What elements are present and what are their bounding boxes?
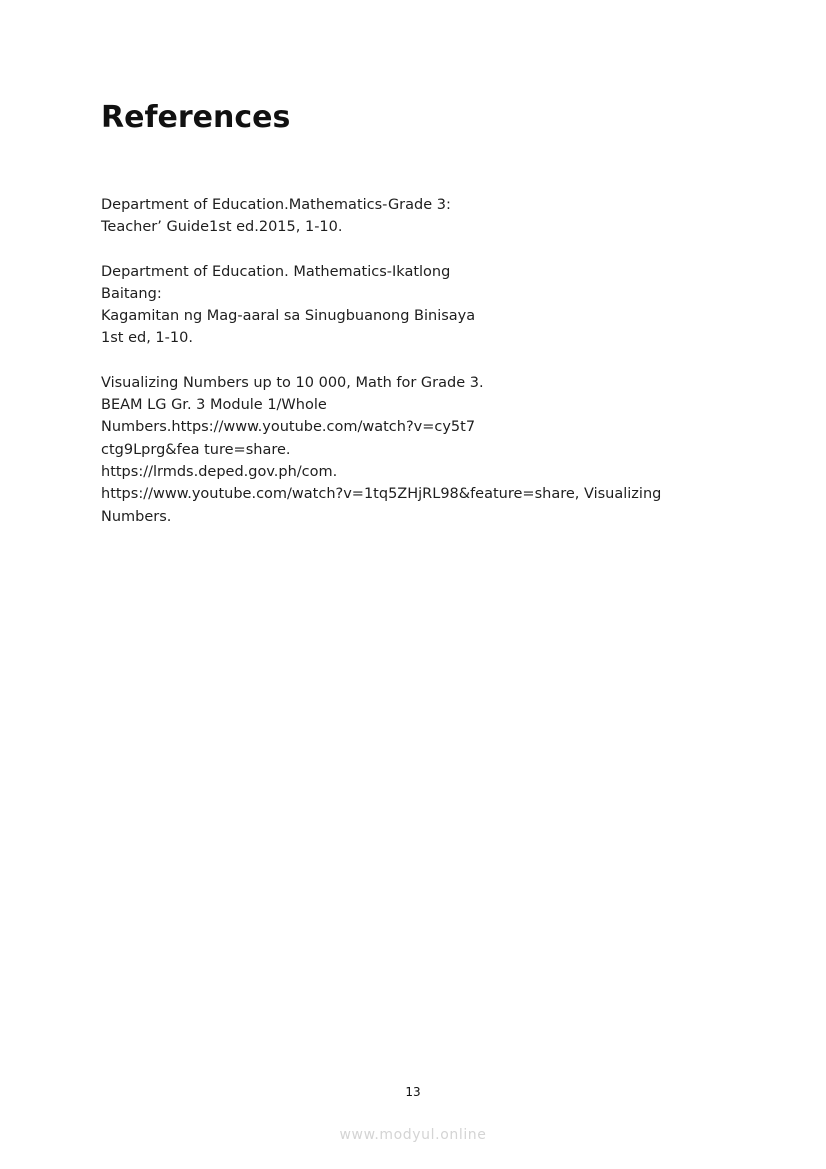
reference-line: Numbers.	[101, 508, 172, 525]
reference-line: Department of Education. Mathematics-Ikatlong	[101, 263, 451, 280]
reference-line: 1st ed, 1-10.	[101, 330, 193, 347]
reference-line: Numbers.https://www.youtube.com/watch?v=cy5t7	[101, 419, 476, 436]
reference-line: Department of Education.Mathematics-Grade 3:	[101, 197, 451, 213]
reference-entry	[101, 194, 741, 239]
reference-line: https://lrmds.deped.gov.ph/com.	[101, 463, 338, 480]
reference-line: ctg9Lprg&fea ture=share.	[101, 441, 291, 458]
page-title: References	[101, 100, 291, 135]
references-list	[101, 194, 741, 550]
page-number: 13	[405, 1085, 421, 1099]
reference-entry	[101, 372, 741, 528]
reference-entry	[101, 261, 741, 350]
reference-line: Teacher’ Guide1st ed.2015, 1-10.	[101, 219, 343, 236]
reference-line: Visualizing Numbers up to 10 000, Math for Grade 3.	[101, 374, 484, 391]
reference-line: Baitang:	[101, 285, 162, 302]
reference-line: https://www.youtube.com/watch?v=1tq5ZHjRL98&feature=share, Visualizing	[101, 486, 662, 503]
watermark: www.modyul.online	[339, 1127, 487, 1143]
reference-line: Kagamitan ng Mag-aaral sa Sinugbuanong Binisaya	[101, 308, 476, 325]
reference-line: BEAM LG Gr. 3 Module 1/Whole	[101, 397, 327, 414]
